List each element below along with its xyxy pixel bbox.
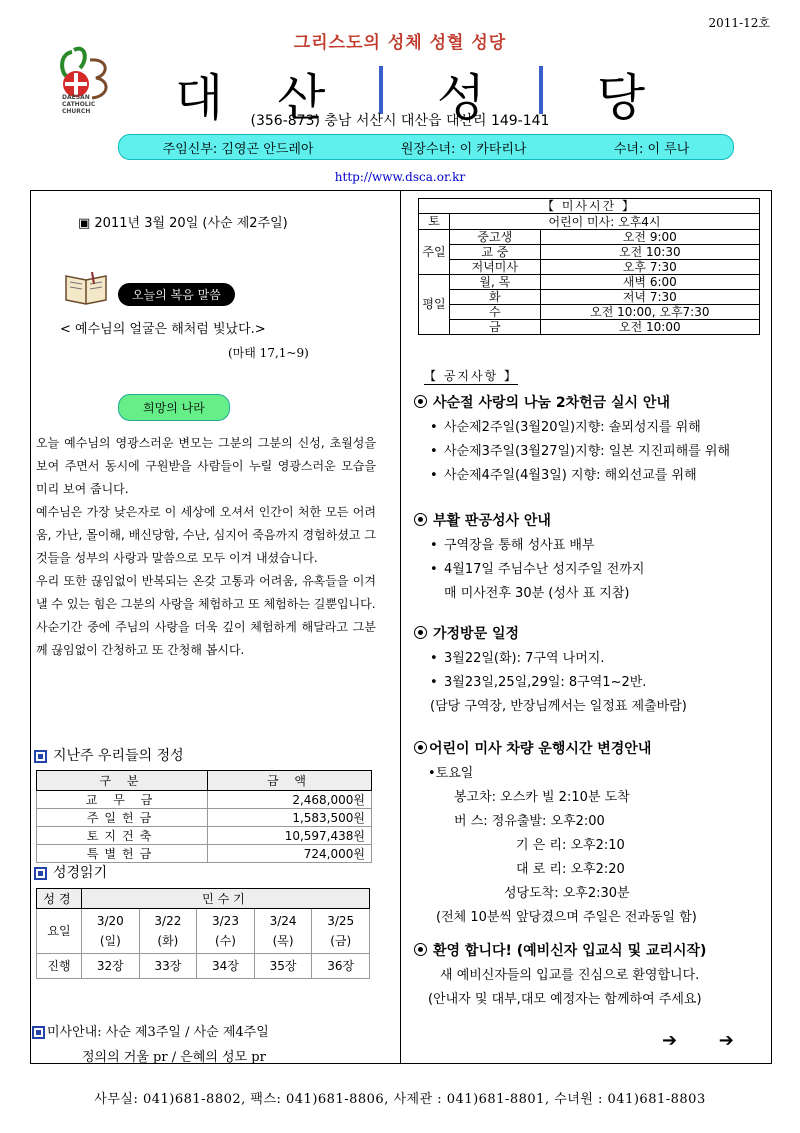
table-row: 토 어린이 미사: 오후4시 — [419, 214, 760, 230]
church-logo-icon — [62, 49, 106, 98]
gospel-quote: < 예수님의 얼굴은 해처럼 빛났다.> — [60, 322, 266, 337]
mass-times-table: 【 미사시간 】 토 어린이 미사: 오후4시 주일 중고생 오전 9:00 교 중 오전 10:30 저녁미사 오후 7:30 평일 월, 목 새벽 6:00 화 저녁 7:30 수 오전 10:00, 오후7:30 금 오전 10:00 — [418, 198, 760, 335]
reflection-paragraph: 사순기간 중에 주님의 사랑을 더욱 깊이 체험하게 해달라고 그분께 끊임없이 간청하고 또 간청해 봅시다. — [36, 620, 376, 657]
bullet-circle-icon — [414, 395, 427, 408]
staff-bar — [118, 134, 734, 160]
footer-contacts: 사무실: 041)681-8802, 팩스: 041)681-8806, 사제관 : 041)681-8801, 수녀원 : 041)681-8803 — [94, 1092, 706, 1107]
list-item: • 사순제3주일(3월27일)지향: 일본 지진피해를 위해 — [430, 440, 764, 464]
issue-date: ▣ 2011년 3월 20일 (사순 제2주일) — [78, 216, 288, 231]
table-row: 특별헌금 724,000원 — [37, 845, 372, 863]
table-row: 토지건축 10,597,438원 — [37, 827, 372, 845]
table-row: 평일 월, 목 새벽 6:00 — [419, 275, 760, 290]
title-divider — [379, 66, 383, 114]
mass-guide: 미사안내: 사순 제3주일 / 사순 제4주일 정의의 거울 pr / 은혜의 성모 pr — [32, 1020, 269, 1070]
list-item: • 구역장을 통해 성사표 배부 — [430, 534, 764, 558]
table-row: 화 저녁 7:30 — [419, 290, 760, 305]
title-char: 산 — [277, 69, 326, 127]
list-item: • 사순제4주일(4월3일) 지향: 해외선교를 위해 — [430, 464, 764, 488]
notice-heading: 【 공지사항 】 — [424, 369, 518, 383]
address: (356-873) 충남 서산시 대산읍 대산리 149-141 — [250, 113, 550, 129]
notice-1: 사순절 사랑의 나눔 2차헌금 실시 안내 • 사순제2주일(3월20일)지향: 솔뫼성지를 위해 • 사순제3주일(3월27일)지향: 일본 지진피해를 위해 • 사순제4주일(4월3일) 지향: 해외선교를 위해 — [414, 392, 764, 488]
reflection-paragraph: 우리 또한 끊임없이 반복되는 온갖 고통과 어려움, 유혹들을 이겨 낼 수 있는 힘은 그분의 사랑을 체험하고 또 체험하는 길뿐입니다. — [36, 574, 376, 611]
title-char: 대 — [175, 69, 224, 127]
reflection-paragraph: 오늘 예수님의 영광스러운 변모는 그분의 그분의 신성, 초월성을 보여 주면서 동시에 구원받을 사람들이 누릴 영광스러운 모습을 미리 보여 줍니다. — [36, 436, 376, 496]
list-item: • 3월23일,25일,29일: 8구역1~2반. — [430, 671, 764, 695]
parish-full-name: 그리스도의 성체 성혈 성당 — [293, 33, 507, 53]
bible-heading: 성경읽기 — [34, 862, 107, 882]
square-bullet-icon — [32, 1026, 45, 1039]
gospel-label: 오늘의 복음 말씀 — [118, 283, 235, 306]
table-row: 교 중 오전 10:30 — [419, 245, 760, 260]
staff-pastor: 주임신부: 김영곤 안드레아 — [162, 141, 314, 157]
notice-5: 환영 합니다! (예비신자 입교식 및 교리시작) 새 예비신자들의 입교를 진심으로 환영합니다. (안내자 및 대부,대모 예정자는 함께하여 주세요) — [414, 940, 764, 1012]
column-divider — [400, 190, 401, 1063]
bullet-circle-icon — [414, 943, 427, 956]
bullet-circle-icon — [414, 626, 427, 639]
website-link[interactable]: http://www.dsca.or.kr — [334, 170, 466, 184]
gospel-reference: (마태 17,1~9) — [228, 346, 309, 360]
list-item: • 4월17일 주님수난 성지주일 전까지 — [430, 558, 764, 582]
list-item: • 사순제2주일(3월20일)지향: 솔뫼성지를 위해 — [430, 416, 764, 440]
table-row: 수 오전 10:00, 오후7:30 — [419, 305, 760, 320]
bible-table: 성경 민수기 요일 3/20 (일) 3/22 (화) 3/23 (수) 3/24 (목) 3/25 (금) 진행 32장 33장 34장 35장 36장 — [36, 888, 370, 979]
table-row: 주일 중고생 오전 9:00 — [419, 230, 760, 245]
issue-number: 2011-12호 — [708, 16, 770, 30]
reflection-text — [36, 432, 376, 662]
table-row: 저녁미사 오후 7:30 — [419, 260, 760, 275]
logo-text: DAESAN CATHOLIC CHURCH — [62, 94, 96, 115]
title-divider — [539, 66, 543, 114]
bullet-circle-icon — [414, 513, 427, 526]
notice-2: 부활 판공성사 안내 • 구역장을 통해 성사표 배부 • 4월17일 주님수난 성지주일 전까지 매 미사전후 30분 (성사 표 지참) — [414, 510, 764, 606]
square-bullet-icon — [34, 867, 47, 880]
reflection-paragraph: 예수님은 가장 낮은자로 이 세상에 오셔서 인간이 처한 모든 어려움, 가난, 몰이해, 배신당함, 수난, 심지어 죽음까지 경험하셨고 그것들을 성부의 사랑과 말씀으로 모두 이겨 내셨습니다. — [36, 505, 376, 565]
list-item: • 3월22일(화): 7구역 나머지. — [430, 647, 764, 671]
bullet-circle-icon — [414, 741, 427, 754]
notice-3: 가정방문 일정 • 3월22일(화): 7구역 나머지. • 3월23일,25일,29일: 8구역1~2반. (담당 구역장, 반장님께서는 일정표 제출바람) — [414, 623, 764, 719]
square-bullet-icon — [34, 750, 47, 763]
notice-4: 어린이 미사 차량 운행시간 변경안내 •토요일 봉고차: 오스카 빌 2:10분 도착 버 스: 정유출발: 오후2:00 기 은 리: 오후2:10 대 로 리: 오후2:20 성당도착: 오후2:30분 (전체 10분씩 앞당겼으며 주일은 전과동일 함) — [414, 738, 764, 930]
offering-table: 구 분 금 액 교 무 금 2,468,000원 주일헌금 1,583,500원 토지건축 10,597,438원 특별헌금 724,000원 — [36, 770, 372, 863]
next-page-arrows: ➔ ➔ — [662, 1030, 752, 1051]
table-row: 주일헌금 1,583,500원 — [37, 809, 372, 827]
hope-label: 희망의 나라 — [118, 394, 230, 421]
staff-sister: 수녀: 이 루나 — [613, 141, 690, 157]
staff-superior: 원장수녀: 이 카타리나 — [400, 141, 527, 157]
table-row: 요일 3/20 (일) 3/22 (화) 3/23 (수) 3/24 (목) 3/25 (금) — [37, 909, 370, 954]
table-row: 금 오전 10:00 — [419, 320, 760, 335]
title-char: 성 — [436, 69, 486, 127]
open-book-icon — [64, 270, 108, 306]
table-row: 교 무 금 2,468,000원 — [37, 791, 372, 809]
offering-heading: 지난주 우리들의 정성 — [34, 745, 184, 765]
table-row: 진행 32장 33장 34장 35장 36장 — [37, 954, 370, 979]
title-char: 당 — [596, 69, 645, 127]
